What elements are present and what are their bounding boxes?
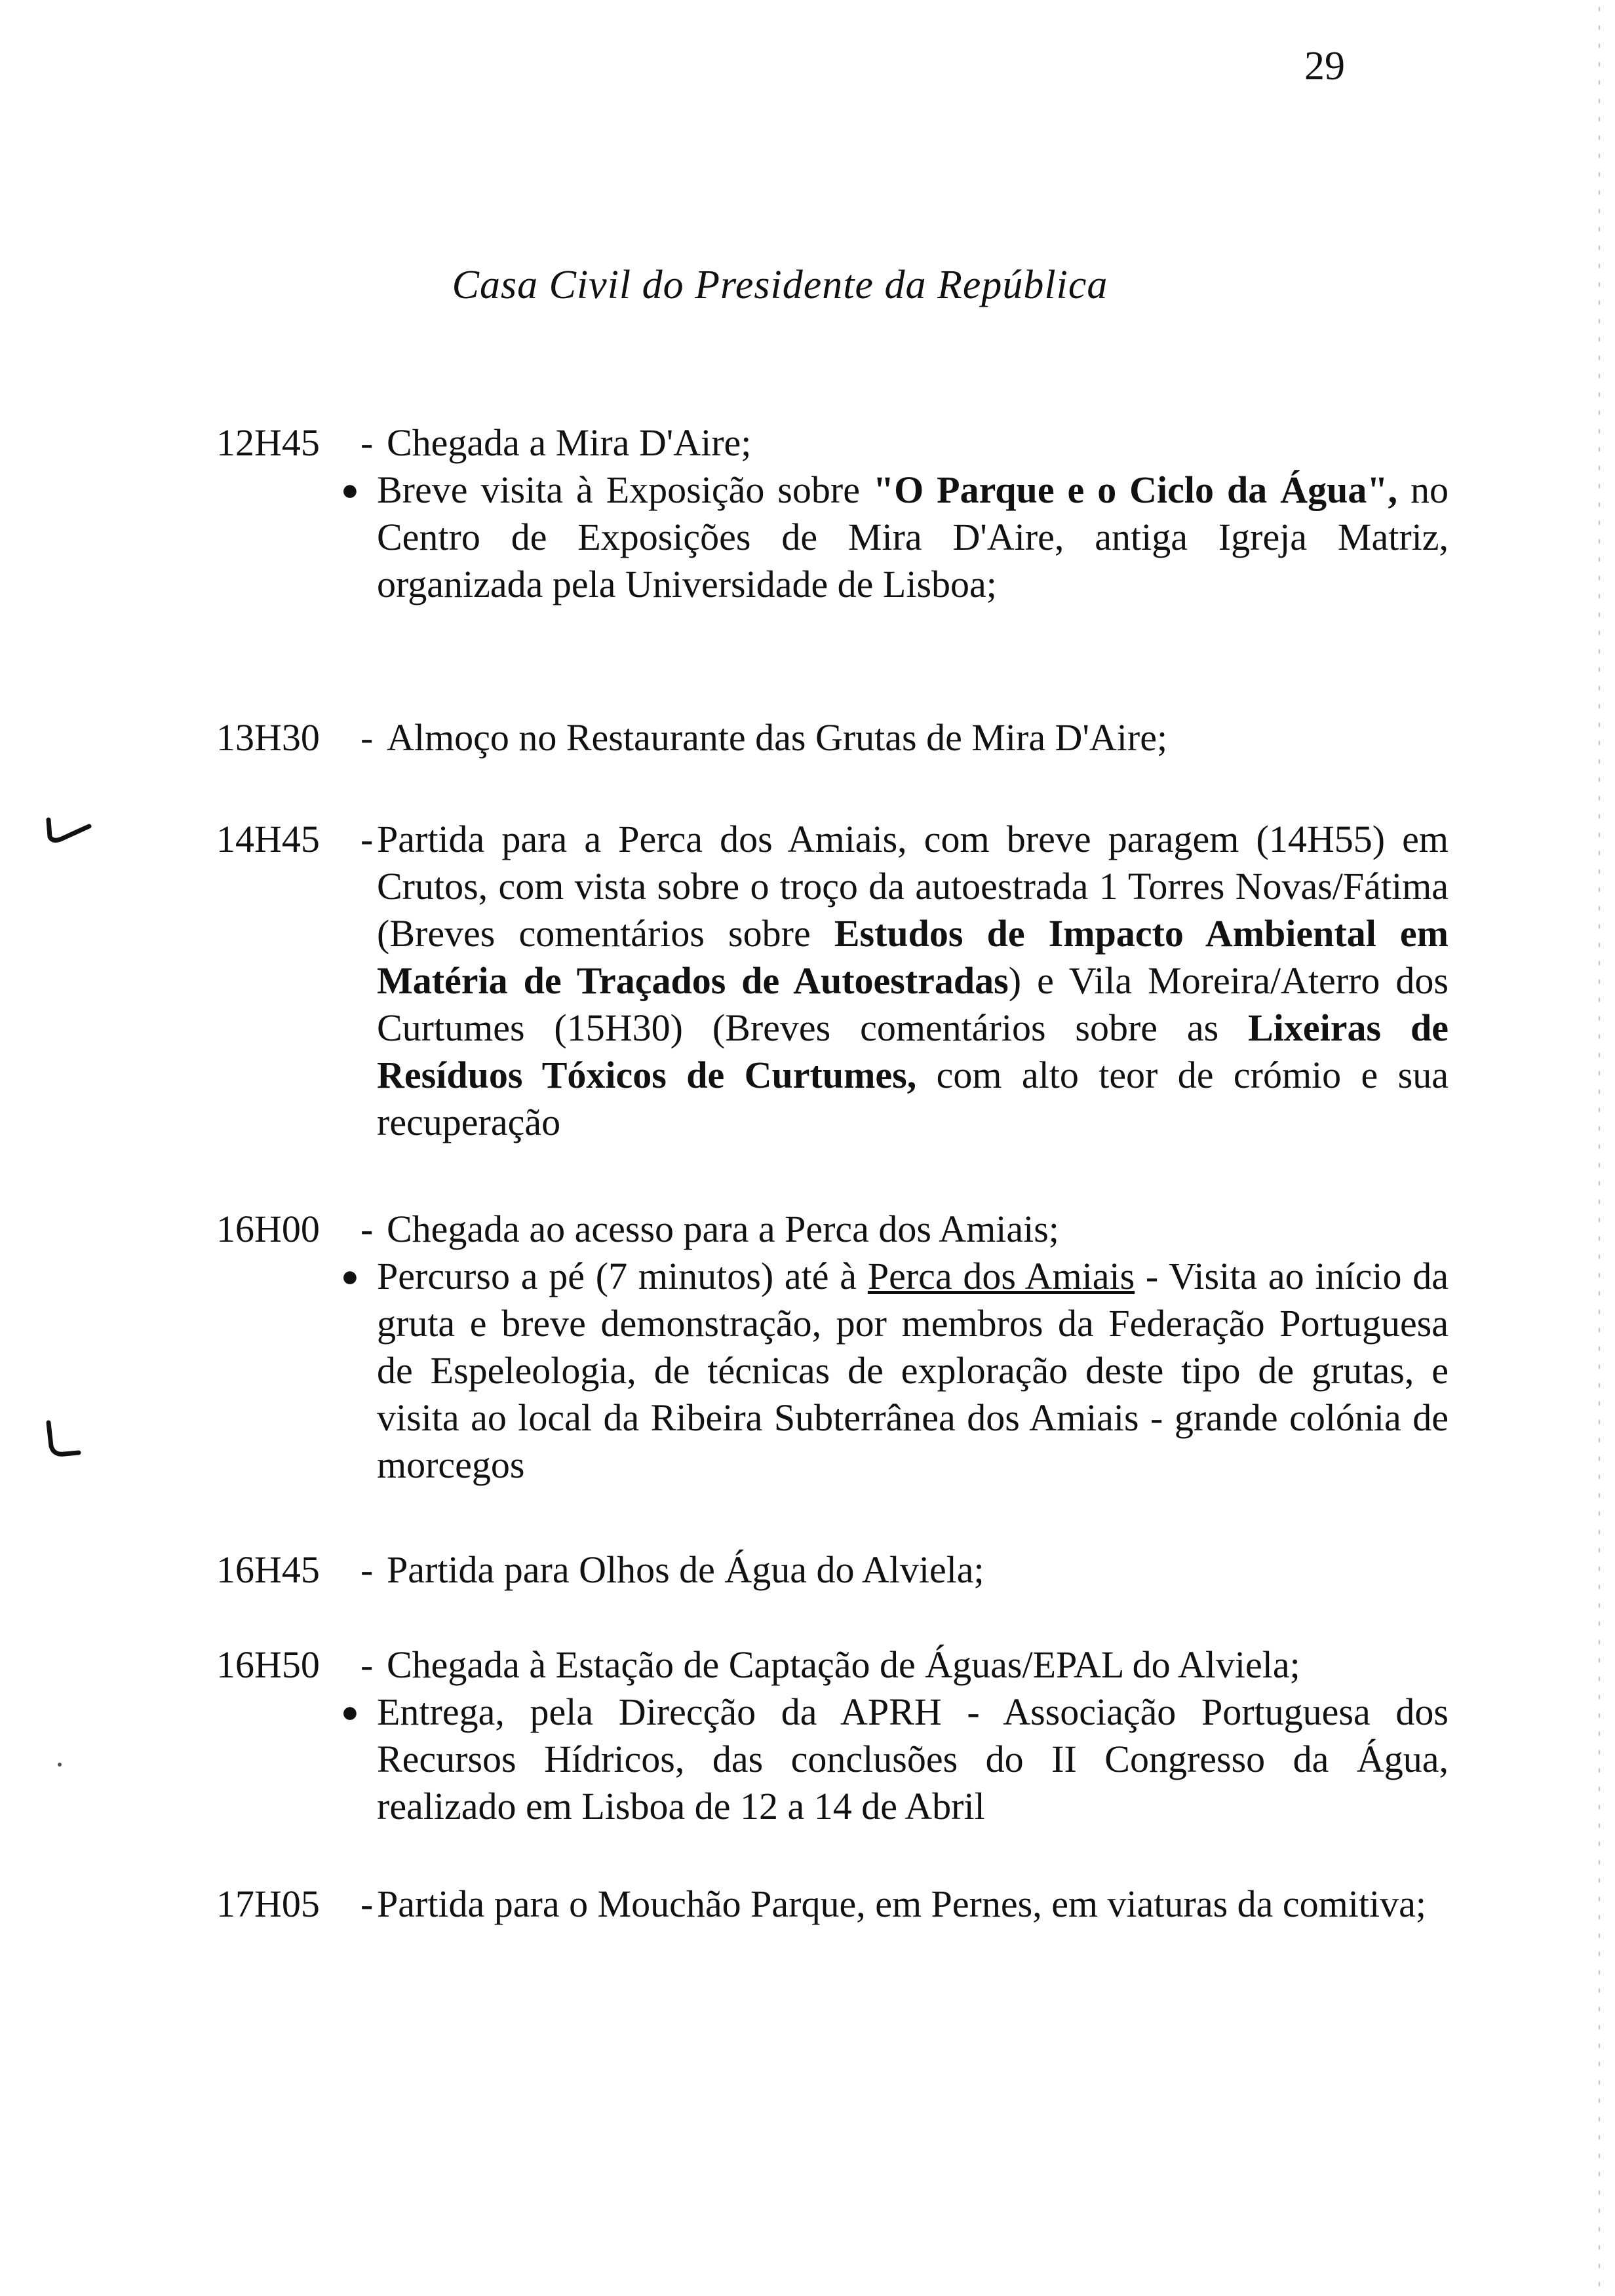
entry-text: Partida para a Perca dos Amiais, com breve paragem (14H55) em Crutos, com vista sobre o troço da autoestrada 1 Torres Novas/Fátima (Breves comentários sobre Estudos de Impacto Ambiental em Matéria de Traçados de Autoestradas) e Vila Moreira/Aterro dos Curtumes (15H30) (Breves comentários sobre as Lixeiras de Resíduos Tóxicos de Curtumes, com alto teor de crómio e sua recuperação [377,818,1449,1143]
entry-text: Chegada ao acesso para a Perca dos Amiais; [387,1208,1059,1250]
entry-time: 16H00 [216,1208,320,1250]
entry-dash: - [360,818,374,860]
page-number: 29 [1304,44,1345,88]
check-mark-icon [46,803,92,855]
entry-dash: - [360,1208,374,1250]
schedule-entry-1600 [216,1206,1449,1489]
scan-edge-noise [1596,0,1603,2296]
schedule-entry-1645 [216,1546,1449,1594]
letterhead: Casa Civil do Presidente da República [452,263,1108,307]
entry-bullet: ● Percurso a pé (7 minutos) até à Perca dos Amiais - Visita ao início da gruta e breve demonstração, por membros da Federação Portuguesa de Espeleologia, de técnicas de exploração deste tipo de grutas, e visita ao local da Ribeira Subterrânea dos Amiais - grande colónia de morcegos [377,1253,1449,1489]
schedule-entry-1650 [216,1641,1449,1830]
entry-time: 16H50 [216,1643,320,1686]
bullet-icon: ● [341,1695,359,1729]
entry-text: Chegada à Estação de Captação de Águas/EPAL do Alviela; [387,1643,1300,1686]
place-name: Perca dos Amiais [867,1255,1135,1297]
entry-text: Partida para Olhos de Água do Alviela; [387,1548,984,1591]
check-mark-icon [45,1419,84,1471]
entry-dash: - [360,716,374,759]
schedule-entry-1705 [216,1881,1449,1928]
schedule-entry-1330 [216,714,1449,761]
bullet-icon: ● [341,1259,359,1293]
entry-time: 14H45 [216,818,320,860]
entry-time: 16H45 [216,1548,320,1591]
schedule-entry-1445 [216,816,1449,1143]
scan-speck [58,1763,62,1767]
entry-dash: - [360,1548,374,1591]
entry-text: Almoço no Restaurante das Grutas de Mira D'Aire; [387,716,1168,759]
entry-time: 17H05 [216,1883,320,1925]
entry-dash: - [360,1883,374,1925]
bullet-icon: ● [341,473,359,507]
exhibition-title: "O Parque e o Ciclo da Água", [872,469,1398,511]
entry-text: Chegada a Mira D'Aire; [387,421,752,464]
entry-text: Partida para o Mouchão Parque, em Pernes, em viaturas da comitiva; [377,1883,1426,1925]
entry-bullet: ● Breve visita à Exposição sobre "O Parque e o Ciclo da Água", no Centro de Exposições de Mira D'Aire, antiga Igreja Matriz, organizada pela Universidade de Lisboa; [377,467,1449,608]
entry-time: 13H30 [216,716,320,759]
entry-dash: - [360,421,374,464]
entry-time: 12H45 [216,421,320,464]
entry-bullet: ● Entrega, pela Direcção da APRH - Associação Portuguesa dos Recursos Hídricos, das conclusões do II Congresso da Água, realizado em Lisboa de 12 a 14 de Abril [377,1689,1449,1830]
schedule-entry-1245 [216,419,1449,608]
entry-dash: - [360,1643,374,1686]
